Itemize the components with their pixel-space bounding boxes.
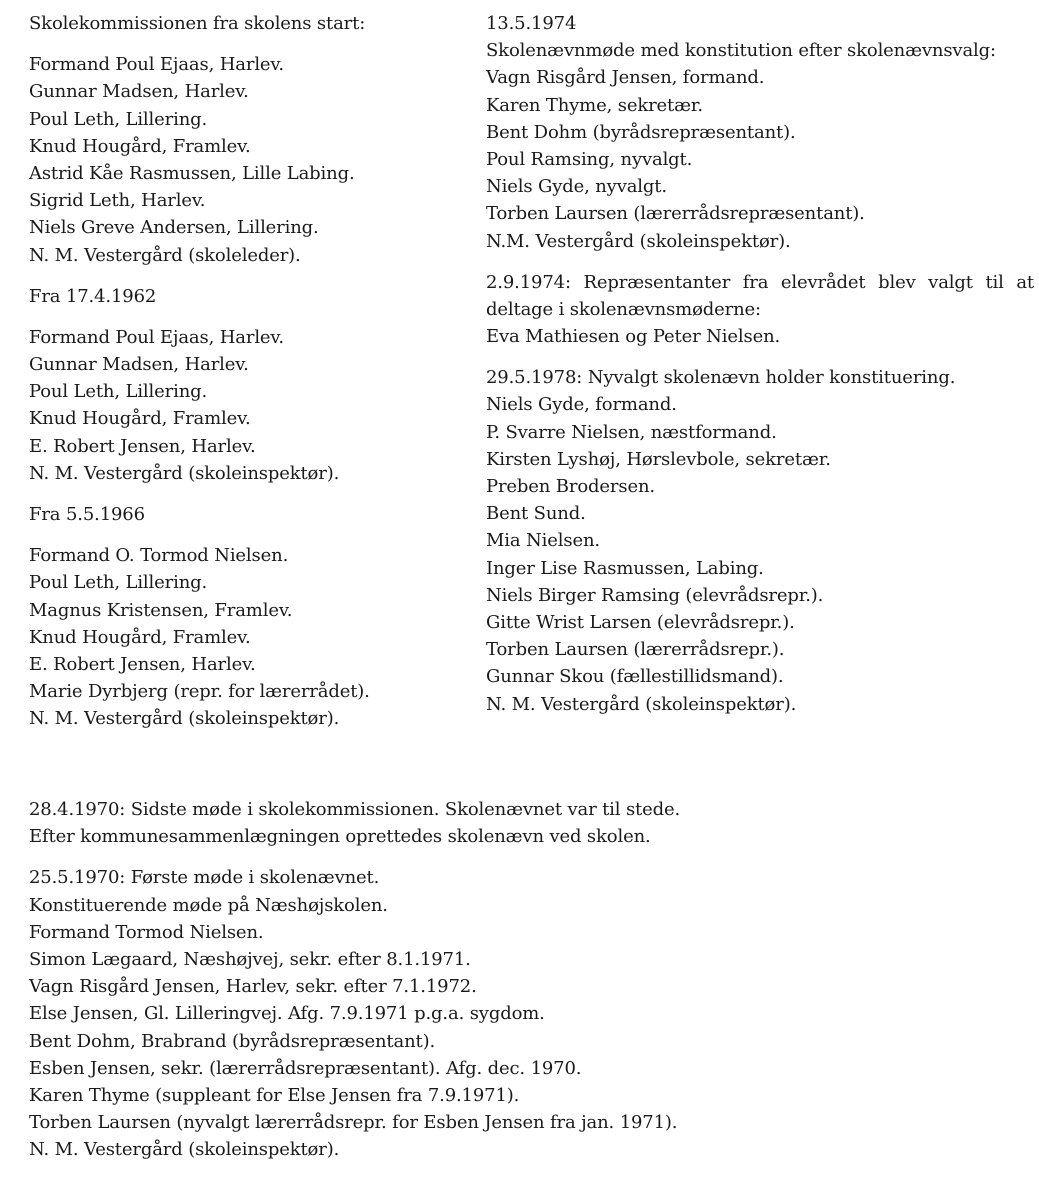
- member-line: Formand Tormod Nielsen.: [29, 921, 264, 943]
- section-heading: Skolenævnmøde med konstitution efter skolenævnsvalg:: [486, 40, 996, 62]
- member-line: Gunnar Skou (fællestillidsmand).: [486, 666, 784, 688]
- member-line: Bent Dohm (byrådsrepræsentant).: [486, 121, 796, 143]
- member-line: Inger Lise Rasmussen, Labing.: [486, 557, 764, 579]
- member-line: N. M. Vestergård (skoleinspektør).: [29, 462, 340, 484]
- member-line: Kirsten Lyshøj, Hørslevbole, sekretær.: [486, 448, 831, 470]
- section-1970-first-meeting: [29, 864, 1029, 1163]
- member-line: Formand Poul Ejaas, Harlev.: [29, 54, 284, 76]
- section-heading: Skolekommissionen fra skolens start:: [29, 13, 366, 34]
- section-heading: 25.5.1970: Første møde i skolenævnet.: [29, 867, 380, 889]
- member-line: Knud Hougård, Framlev.: [29, 626, 251, 648]
- member-line: Esben Jensen, sekr. (lærerrådsrepræsentant). Afg. dec. 1970.: [29, 1057, 582, 1079]
- member-line: Torben Laursen (lærerrådsrepr.).: [486, 639, 785, 661]
- section-heading: Fra 17.4.1962: [29, 285, 157, 307]
- member-line: Simon Lægaard, Næshøjvej, sekr. efter 8.1.1971.: [29, 948, 471, 970]
- section-skolekommission-start: [29, 10, 469, 269]
- member-line: E. Robert Jensen, Harlev.: [29, 653, 256, 675]
- member-line: Marie Dyrbjerg (repr. for lærerrådet).: [29, 681, 370, 703]
- member-line: Bent Dohm, Brabrand (byrådsrepræsentant).: [29, 1030, 436, 1052]
- member-line: N. M. Vestergård (skoleinspektør).: [29, 708, 340, 730]
- section-date: 13.5.1974: [486, 13, 577, 34]
- section-heading: 29.5.1978: Nyvalgt skolenævn holder konstituering.: [486, 367, 956, 389]
- member-line: Formand Poul Ejaas, Harlev.: [29, 326, 284, 348]
- paragraph-line: 2.9.1974: Repræsentanter fra elevrådet blev valgt til at: [486, 271, 1034, 293]
- member-line: Gitte Wrist Larsen (elevrådsrepr.).: [486, 611, 795, 633]
- member-line: Poul Leth, Lillering.: [29, 108, 208, 130]
- section-1974-elevraad: [486, 269, 1034, 351]
- member-line: Eva Mathiesen og Peter Nielsen.: [486, 326, 781, 348]
- member-line: Mia Nielsen.: [486, 530, 600, 552]
- member-line: N. M. Vestergård (skoleleder).: [29, 244, 301, 266]
- paragraph-line: Efter kommunesammenlægningen oprettedes skolenævn ved skolen.: [29, 826, 651, 848]
- member-line: Magnus Kristensen, Framlev.: [29, 599, 293, 621]
- member-line: Astrid Kåe Rasmussen, Lille Labing.: [29, 162, 355, 184]
- member-line: Torben Laursen (nyvalgt lærerrådsrepr. for Esben Jensen fra jan. 1971).: [29, 1112, 678, 1134]
- member-line: Formand O. Tormod Nielsen.: [29, 545, 289, 567]
- member-line: Poul Leth, Lillering.: [29, 572, 208, 594]
- member-line: Niels Gyde, nyvalgt.: [486, 176, 667, 198]
- member-line: Niels Greve Andersen, Lillering.: [29, 217, 319, 239]
- section-1974-constitution: [486, 10, 1034, 255]
- member-line: Poul Ramsing, nyvalgt.: [486, 148, 693, 170]
- member-line: Gunnar Madsen, Harlev.: [29, 354, 249, 376]
- member-line: Konstituerende møde på Næshøjskolen.: [29, 894, 388, 916]
- section-1978: [486, 364, 1034, 717]
- left-column: [29, 10, 469, 733]
- member-line: Poul Leth, Lillering.: [29, 381, 208, 403]
- member-line: Knud Hougård, Framlev.: [29, 135, 251, 157]
- member-line: Karen Thyme, sekretær.: [486, 94, 703, 116]
- member-line: Gunnar Madsen, Harlev.: [29, 81, 249, 103]
- member-line: E. Robert Jensen, Harlev.: [29, 435, 256, 457]
- member-line: Knud Hougård, Framlev.: [29, 408, 251, 430]
- section-heading: Fra 5.5.1966: [29, 504, 145, 525]
- member-line: Bent Sund.: [486, 503, 586, 525]
- section-1970-last-meeting: [29, 796, 1029, 850]
- member-line: Sigrid Leth, Harlev.: [29, 190, 206, 212]
- member-line: Preben Brodersen.: [486, 476, 655, 497]
- member-line: Niels Birger Ramsing (elevrådsrepr.).: [486, 584, 824, 606]
- paragraph-line: deltage i skolenævnsmøderne:: [486, 298, 761, 320]
- paragraph-line: 28.4.1970: Sidste møde i skolekommissionen. Skolenævnet var til stede.: [29, 799, 681, 820]
- member-line: P. Svarre Nielsen, næstformand.: [486, 421, 777, 443]
- member-line: Niels Gyde, formand.: [486, 394, 677, 416]
- bottom-section: [29, 796, 1029, 1163]
- member-line: N.M. Vestergård (skoleinspektør).: [486, 230, 791, 252]
- member-line: N. M. Vestergård (skoleinspektør).: [29, 1139, 340, 1161]
- member-line: Vagn Risgård Jensen, formand.: [486, 67, 765, 89]
- section-1966: [29, 501, 469, 733]
- right-column: [486, 10, 1034, 718]
- member-line: Else Jensen, Gl. Lilleringvej. Afg. 7.9.1971 p.g.a. sygdom.: [29, 1003, 545, 1025]
- member-line: N. M. Vestergård (skoleinspektør).: [486, 693, 797, 715]
- member-line: Torben Laursen (lærerrådsrepræsentant).: [486, 203, 865, 225]
- section-1962: [29, 283, 469, 487]
- member-line: Vagn Risgård Jensen, Harlev, sekr. efter 7.1.1972.: [29, 976, 477, 998]
- member-line: Karen Thyme (suppleant for Else Jensen fra 7.9.1971).: [29, 1084, 520, 1106]
